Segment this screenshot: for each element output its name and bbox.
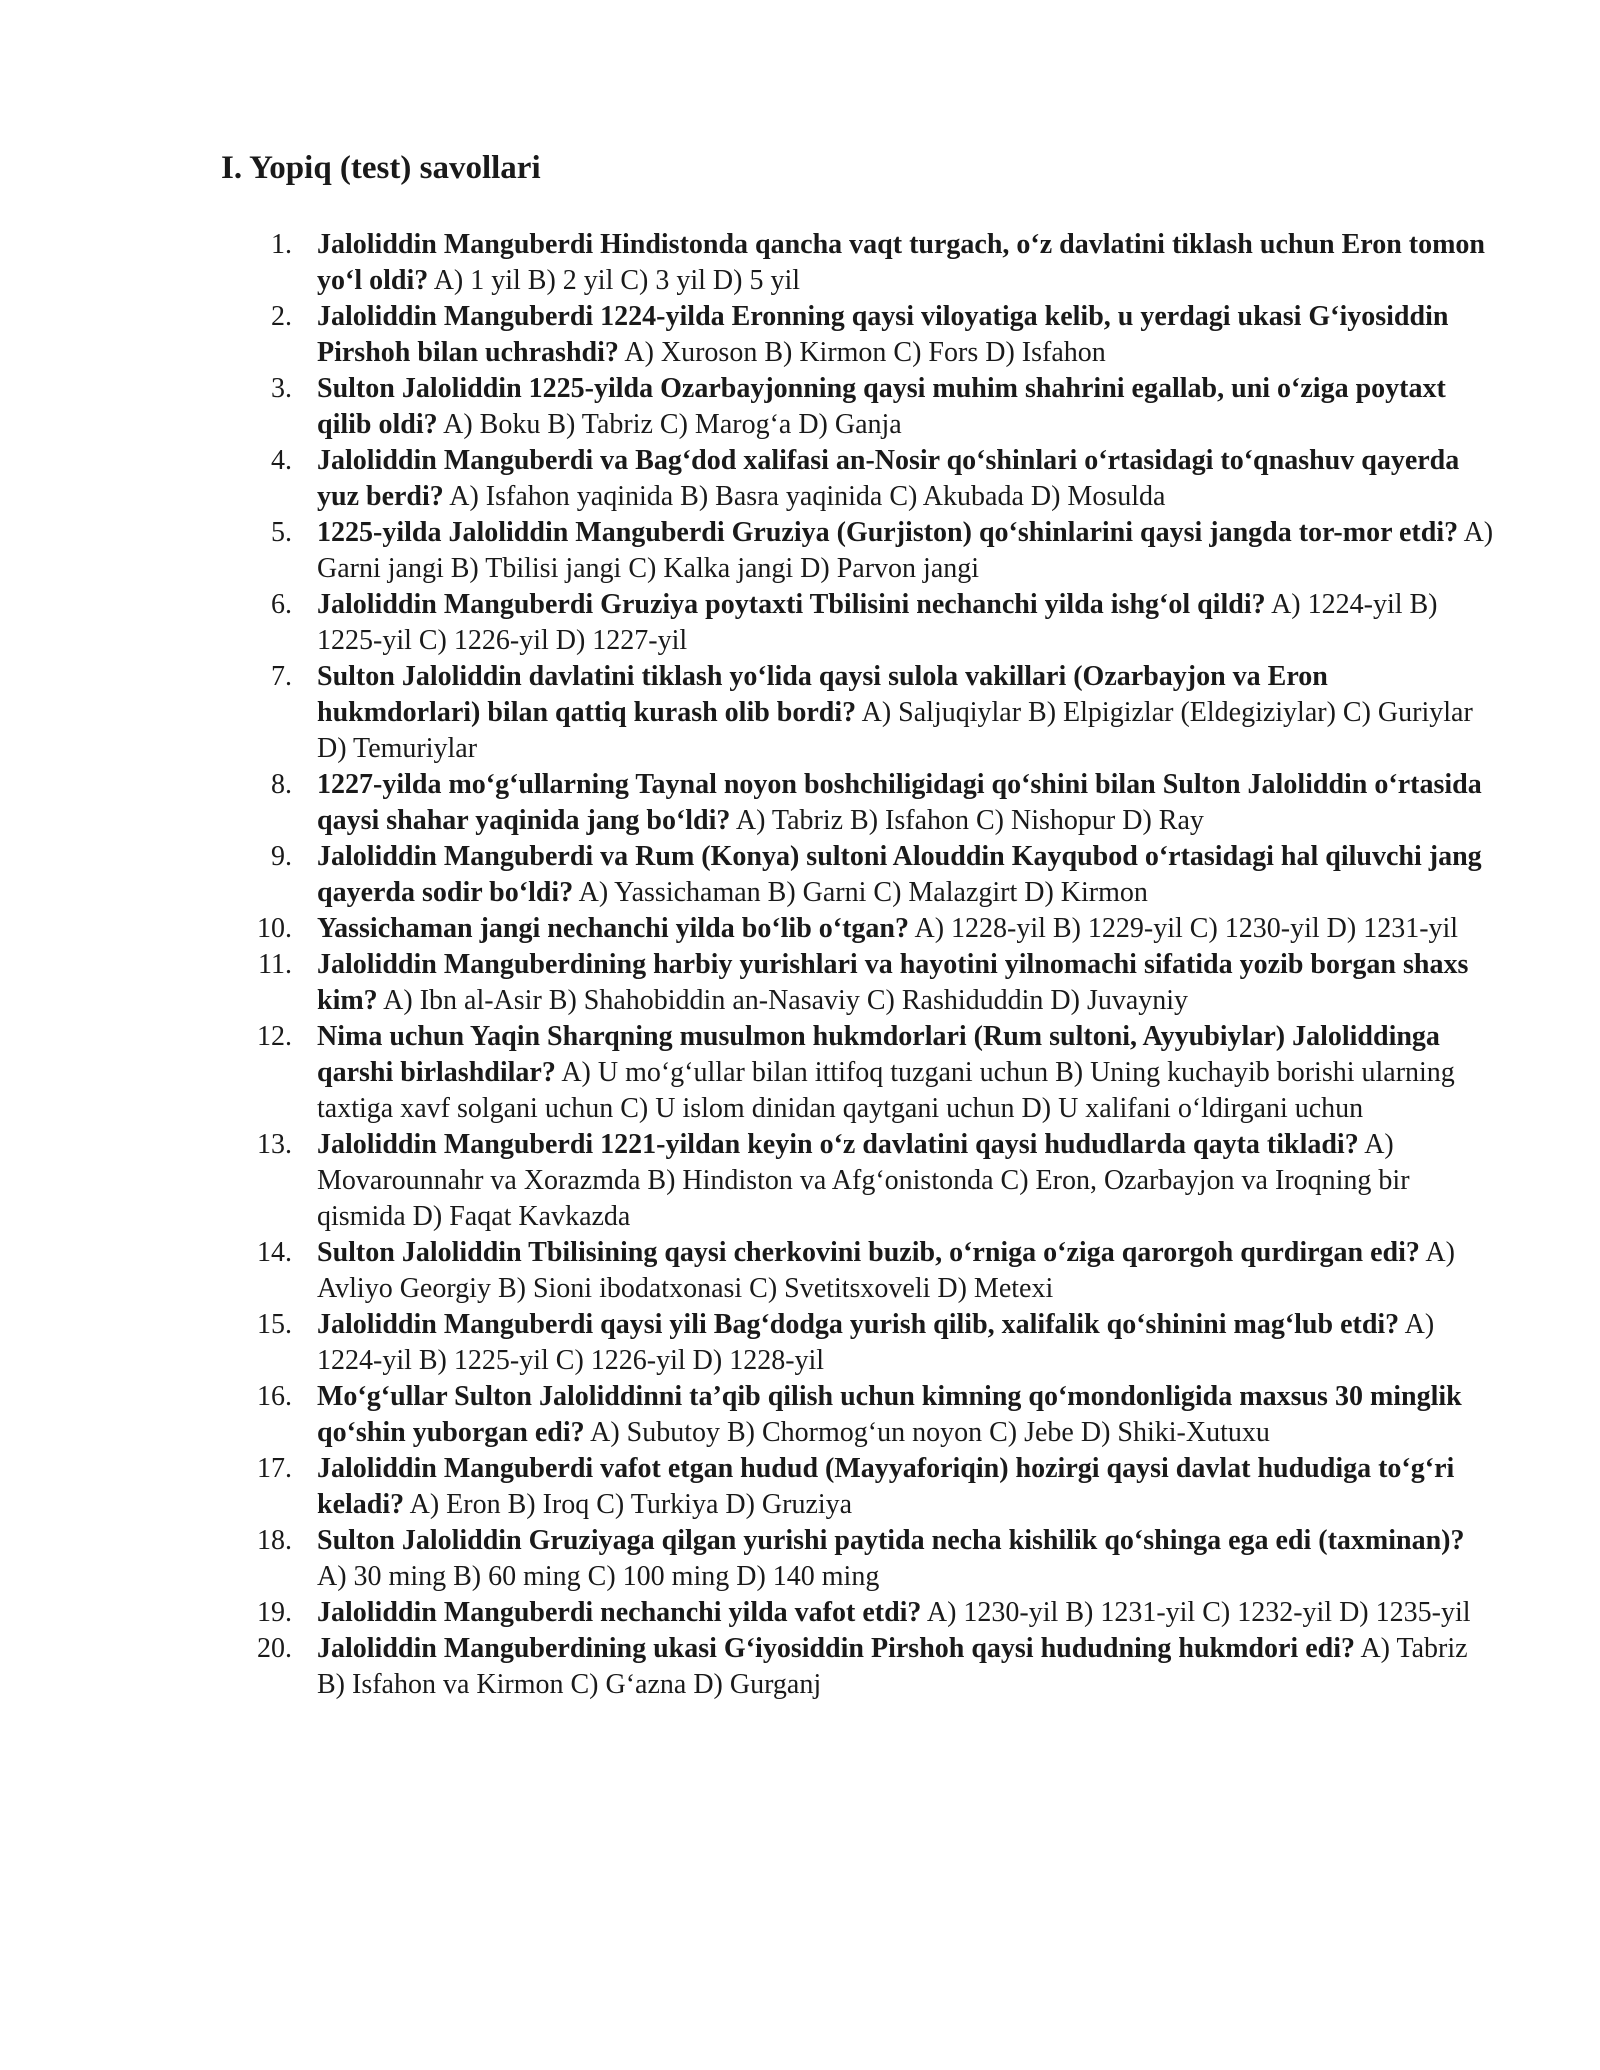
question-number: 19.: [257, 1597, 292, 1628]
question-list: [0, 227, 1600, 1703]
question-text: Sulton Jaloliddin 1225-yilda Ozarbayjonning qaysi muhim shahrini egallab, uni o‘ziga poytaxt qilib oldi?: [317, 373, 1446, 440]
question-text: Jaloliddin Manguberdi va Rum (Konya) sultoni Alouddin Kayqubod o‘rtasidagi hal qiluvchi jang qayerda sodir bo‘ldi?: [317, 841, 1482, 908]
answer-options: A) Saljuqiylar B) Elpigizlar (Eldegiziylar) C) Guriylar D) Temuriylar: [317, 697, 1473, 764]
question-text: Jaloliddin Manguberdi qaysi yili Bag‘dodga yurish qilib, xalifalik qo‘shinini mag‘lub etdi?: [317, 1309, 1400, 1340]
answer-options: A) Isfahon yaqinida B) Basra yaqinida C) Akubada D) Mosulda: [449, 481, 1166, 512]
question-item: [0, 299, 1497, 371]
question-item: [0, 1019, 1497, 1127]
question-item: [0, 1451, 1497, 1523]
question-text: Jaloliddin Manguberdi va Bag‘dod xalifasi an-Nosir qo‘shinlari o‘rtasidagi to‘qnashuv qayerda yuz berdi?: [317, 445, 1460, 512]
question-number: 9.: [271, 841, 292, 872]
question-number: 14.: [257, 1237, 292, 1268]
question-number: 6.: [271, 589, 292, 620]
question-number: 4.: [271, 445, 292, 476]
question-item: [0, 1379, 1497, 1451]
question-number: 5.: [271, 517, 292, 548]
question-item: [0, 1631, 1497, 1703]
question-item: [0, 227, 1497, 299]
answer-options: A) 1224-yil B) 1225-yil C) 1226-yil D) 1227-yil: [317, 589, 1438, 656]
question-text: Yassichaman jangi nechanchi yilda bo‘lib o‘tgan?: [317, 913, 909, 944]
question-number: 1.: [271, 229, 292, 260]
question-item: [0, 587, 1497, 659]
question-number: 2.: [271, 301, 292, 332]
question-item: [0, 1127, 1497, 1235]
answer-options: A) 1224-yil B) 1225-yil C) 1226-yil D) 1228-yil: [317, 1309, 1435, 1376]
answer-options: A) 1228-yil B) 1229-yil C) 1230-yil D) 1231-yil: [914, 913, 1459, 944]
question-number: 20.: [257, 1633, 292, 1664]
answer-options: A) Garni jangi B) Tbilisi jangi C) Kalka jangi D) Parvon jangi: [317, 517, 1494, 584]
question-text: Jaloliddin Manguberdi Hindistonda qancha vaqt turgach, o‘z davlatini tiklash uchun Eron tomon yo‘l oldi?: [317, 229, 1485, 296]
answer-options: A) 1 yil B) 2 yil C) 3 yil D) 5 yil: [433, 265, 801, 296]
question-text: Jaloliddin Manguberdi nechanchi yilda vafot etdi?: [317, 1597, 922, 1628]
answer-options: A) Eron B) Iroq C) Turkiya D) Gruziya: [409, 1489, 853, 1520]
question-item: [0, 1523, 1497, 1595]
question-number: 15.: [257, 1309, 292, 1340]
question-text: Jaloliddin Manguberdi vafot etgan hudud (Mayyaforiqin) hozirgi qaysi davlat hududiga to‘g‘ri keladi?: [317, 1453, 1455, 1520]
question-text: Sulton Jaloliddin Tbilisining qaysi cherkovini buzib, o‘rniga o‘ziga qarorgoh qurdirgan edi?: [317, 1237, 1420, 1268]
question-number: 11.: [258, 949, 292, 980]
answer-options: A) Boku B) Tabriz C) Marog‘a D) Ganja: [443, 409, 902, 440]
question-text: Jaloliddin Manguberdi 1221-yildan keyin o‘z davlatini qaysi hududlarda qayta tikladi?: [317, 1129, 1359, 1160]
question-item: [0, 911, 1497, 947]
question-text: Jaloliddin Manguberdi 1224-yilda Eronning qaysi viloyatiga kelib, u yerdagi ukasi G‘iyosiddin Pirshoh bilan uchrashdi?: [317, 301, 1449, 368]
question-text: Jaloliddin Manguberdining harbiy yurishlari va hayotini yilnomachi sifatida yozib borgan shaxs kim?: [317, 949, 1469, 1016]
question-item: [0, 1307, 1497, 1379]
question-number: 18.: [257, 1525, 292, 1556]
question-text: Jaloliddin Manguberdining ukasi G‘iyosiddin Pirshoh qaysi hududning hukmdori edi?: [317, 1633, 1355, 1664]
section-heading: I. Yopiq (test) savollari: [221, 150, 541, 186]
question-number: 13.: [257, 1129, 292, 1160]
question-number: 16.: [257, 1381, 292, 1412]
question-item: [0, 767, 1497, 839]
question-item: [0, 371, 1497, 443]
question-text: Nima uchun Yaqin Sharqning musulmon hukmdorlari (Rum sultoni, Ayyubiylar) Jaloliddinga qarshi birlashdilar?: [317, 1021, 1440, 1088]
answer-options: A) 1230-yil B) 1231-yil C) 1232-yil D) 1235-yil: [926, 1597, 1471, 1628]
question-number: 8.: [271, 769, 292, 800]
answer-options: A) Avliyo Georgiy B) Sioni ibodatxonasi C) Svetitsxoveli D) Metexi: [317, 1237, 1455, 1304]
question-item: [0, 947, 1497, 1019]
question-item: [0, 1595, 1497, 1631]
question-number: 7.: [271, 661, 292, 692]
answer-options: A) Movarounnahr va Xorazmda B) Hindiston va Afg‘onistonda C) Eron, Ozarbayjon va Iroqning bir qismida D) Faqat Kavkazda: [317, 1129, 1410, 1232]
question-item: [0, 515, 1497, 587]
question-text: Jaloliddin Manguberdi Gruziya poytaxti Tbilisini nechanchi yilda ishg‘ol qildi?: [317, 589, 1266, 620]
question-text: 1227-yilda mo‘g‘ullarning Taynal noyon boshchiligidagi qo‘shini bilan Sulton Jaloliddin o‘rtasida qaysi shahar yaqinida jang bo‘ldi?: [317, 769, 1482, 836]
question-text: 1225-yilda Jaloliddin Manguberdi Gruziya (Gurjiston) qo‘shinlarini qaysi jangda tor-mor etdi?: [317, 517, 1459, 548]
answer-options: A) 30 ming B) 60 ming C) 100 ming D) 140 ming: [317, 1561, 880, 1592]
answer-options: A) Tabriz B) Isfahon C) Nishopur D) Ray: [735, 805, 1204, 836]
answer-options: A) Xuroson B) Kirmon C) Fors D) Isfahon: [624, 337, 1106, 368]
question-text: Mo‘g‘ullar Sulton Jaloliddinni ta’qib qilish uchun kimning qo‘mondonligida maxsus 30 minglik qo‘shin yuborgan edi?: [317, 1381, 1462, 1448]
answer-options: A) Subutoy B) Chormog‘un noyon C) Jebe D) Shiki-Xutuxu: [590, 1417, 1270, 1448]
question-item: [0, 659, 1497, 767]
question-number: 3.: [271, 373, 292, 404]
question-item: [0, 443, 1497, 515]
answer-options: A) Tabriz B) Isfahon va Kirmon C) G‘azna D) Gurganj: [317, 1633, 1468, 1700]
answer-options: A) Ibn al-Asir B) Shahobiddin an-Nasaviy C) Rashiduddin D) Juvayniy: [383, 985, 1189, 1016]
question-number: 10.: [257, 913, 292, 944]
question-text: Sulton Jaloliddin davlatini tiklash yo‘lida qaysi sulola vakillari (Ozarbayjon va Eron hukmdorlari) bilan qattiq kurash olib bordi?: [317, 661, 1328, 728]
answer-options: A) U mo‘g‘ullar bilan ittifoq tuzgani uchun B) Uning kuchayib borishi ularning taxtiga xavf solgani uchun C) U islom dinidan qaytgani uchun D) U xalifani o‘ldirgani uchun: [317, 1057, 1455, 1124]
answer-options: A) Yassichaman B) Garni C) Malazgirt D) Kirmon: [578, 877, 1148, 908]
question-number: 17.: [257, 1453, 292, 1484]
question-number: 12.: [257, 1021, 292, 1052]
question-text: Sulton Jaloliddin Gruziyaga qilgan yurishi paytida necha kishilik qo‘shinga ega edi (taxminan)?: [317, 1525, 1465, 1556]
question-item: [0, 839, 1497, 911]
question-item: [0, 1235, 1497, 1307]
